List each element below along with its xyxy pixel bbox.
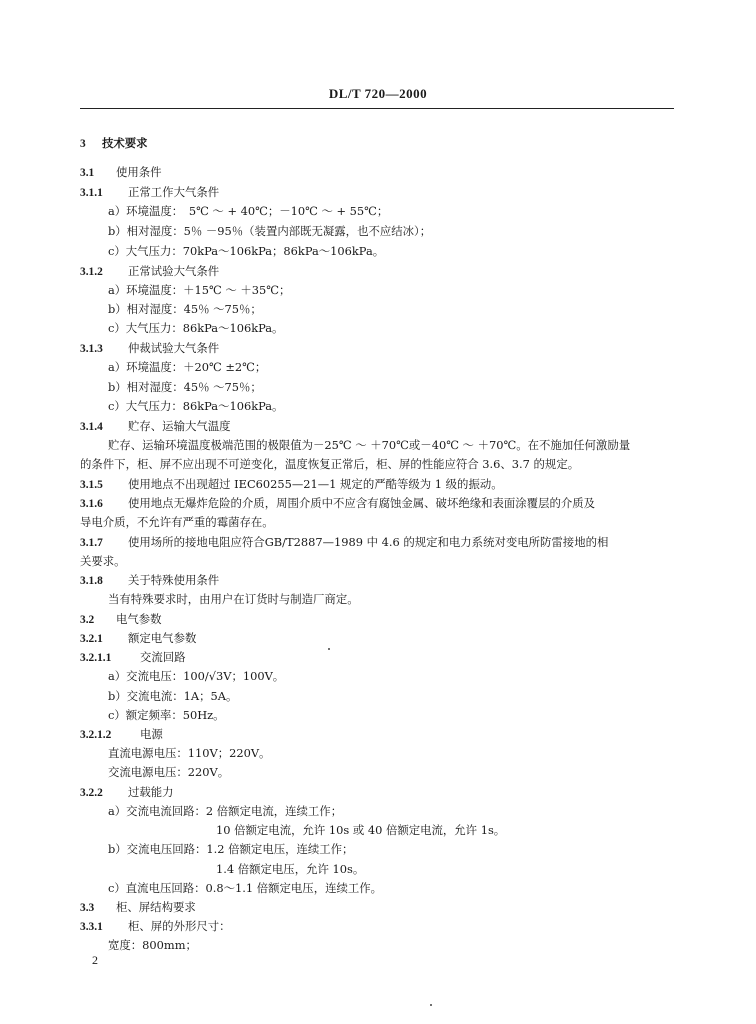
list-item: c）额定频率：50Hz。 (108, 708, 225, 722)
section-3-1-1-heading (80, 185, 219, 200)
section-number: 3.1.6 (80, 498, 103, 510)
section-3-1-3-heading (80, 341, 219, 356)
header-rule (80, 108, 674, 109)
section-3-1-7 (80, 535, 608, 550)
section-number: 3.2.1.2 (80, 729, 112, 741)
section-number: 3.1.7 (80, 537, 103, 549)
section-number: 3.3.1 (80, 921, 103, 933)
section-3-2-1-1-heading (80, 650, 186, 665)
section-3-1-6 (80, 496, 595, 511)
paragraph-line: 直流电源电压：110V；220V。 (108, 746, 271, 760)
paragraph-line: 关要求。 (80, 554, 126, 568)
scan-speck (430, 1004, 432, 1006)
paragraph-line: 交流电源电压：220V。 (108, 765, 230, 779)
list-item: a）交流电压：100/√3V；100V。 (108, 669, 285, 683)
section-text: 使用地点无爆炸危险的介质，周围介质中不应含有腐蚀金属、破坏绝缘和表面涂覆层的介质及 (128, 496, 596, 510)
paragraph-line: 的条件下，柜、屏不应出现不可逆变化，温度恢复正常后，柜、屏的性能应符合 3.6、3.7 的规定。 (80, 457, 580, 471)
list-item: c）大气压力：86kPa～106kPa。 (108, 321, 284, 335)
section-title: 额定电气参数 (128, 631, 197, 645)
list-item: b）相对湿度：45％ ～75％； (108, 302, 262, 316)
list-item: a）环境温度： 5℃ ～ + 40℃；－10℃ ～ + 55℃； (108, 204, 389, 218)
list-item: c）直流电压回路：0.8～1.1 倍额定电压，连续工作。 (108, 881, 383, 895)
section-number: 3.1 (80, 167, 95, 179)
scan-speck (328, 648, 330, 650)
section-title: 贮存、运输大气温度 (128, 419, 231, 433)
list-item: a）交流电流回路：2 倍额定电流，连续工作； (108, 804, 343, 818)
list-item: c）大气压力：86kPa～106kPa。 (108, 399, 284, 413)
section-number: 3.1.8 (80, 575, 103, 587)
section-title: 仲裁试验大气条件 (128, 341, 220, 355)
paragraph-line: 当有特殊要求时，由用户在订货时与制造厂商定。 (108, 592, 359, 606)
section-title: 电源 (140, 727, 163, 741)
section-text: 使用地点不出现超过 IEC60255—21—1 规定的严酷等级为 1 级的振动。 (128, 477, 503, 491)
section-3-1-8-heading (80, 573, 219, 588)
list-item: b）相对湿度：45％ ～75％； (108, 380, 262, 394)
section-3-3-1-heading (80, 919, 231, 934)
paragraph-line: 导电介质，不允许有严重的霉菌存在。 (80, 515, 274, 529)
section-title: 正常工作大气条件 (128, 185, 220, 199)
section-title: 电气参数 (116, 612, 162, 626)
running-header: DL/T 720—2000 (328, 86, 428, 101)
paragraph-line: 宽度：800mm； (108, 938, 197, 952)
section-number: 3.2 (80, 614, 95, 626)
section-number: 3.1.5 (80, 479, 103, 491)
section-title: 技术要求 (102, 136, 148, 150)
section-3-1-heading (80, 165, 162, 180)
section-title: 柜、屏结构要求 (116, 900, 196, 914)
section-title: 交流回路 (140, 650, 186, 664)
section-3-1-2-heading (80, 264, 219, 279)
section-number: 3.2.2 (80, 787, 103, 799)
section-3-1-4-heading (80, 419, 231, 434)
list-item: b）相对湿度：5％ －95％（装置内部既无凝露，也不应结冰）； (108, 224, 432, 238)
section-title: 使用条件 (116, 165, 162, 179)
section-title: 柜、屏的外形尺寸： (128, 919, 231, 933)
section-3-2-1-heading (80, 631, 196, 646)
section-number: 3.1.4 (80, 421, 103, 433)
section-3-3-heading (80, 900, 196, 915)
section-number: 3 (80, 138, 86, 150)
list-item: c）大气压力：70kPa～106kPa；86kPa～106kPa。 (108, 244, 385, 258)
section-title: 过载能力 (128, 785, 174, 799)
list-item: a）环境温度：＋20℃ ±2℃； (108, 360, 267, 374)
section-3-2-1-2-heading (80, 727, 163, 742)
section-title: 关于特殊使用条件 (128, 573, 220, 587)
list-item-continuation: 1.4 倍额定电压，允许 10s。 (216, 862, 365, 876)
list-item: b）交流电压回路：1.2 倍额定电压，连续工作； (108, 842, 354, 856)
section-number: 3.2.1 (80, 633, 103, 645)
section-3-2-2-heading (80, 785, 174, 800)
list-item: b）交流电流：1A；5A。 (108, 689, 238, 703)
section-number: 3.1.3 (80, 343, 103, 355)
section-3-2-heading (80, 612, 162, 627)
section-number: 3.1.2 (80, 266, 103, 278)
section-title: 正常试验大气条件 (128, 264, 220, 278)
paragraph-line: 贮存、运输环境温度极端范围的极限值为－25℃ ～ ＋70℃或－40℃ ～ ＋70℃。在不施加任何激励量 (108, 438, 631, 452)
section-number: 3.2.1.1 (80, 652, 112, 664)
section-text: 使用场所的接地电阻应符合GB/T2887—1989 中 4.6 的规定和电力系统对变电所防雷接地的相 (128, 535, 609, 549)
section-number: 3.1.1 (80, 187, 103, 199)
list-item-continuation: 10 倍额定电流，允许 10s 或 40 倍额定电流，允许 1s。 (216, 823, 506, 837)
list-item: a）环境温度：＋15℃ ～ ＋35℃； (108, 283, 291, 297)
page-number: 2 (92, 953, 98, 967)
section-number: 3.3 (80, 902, 95, 914)
section-3-1-5 (80, 477, 503, 492)
section-3-heading (80, 136, 148, 151)
